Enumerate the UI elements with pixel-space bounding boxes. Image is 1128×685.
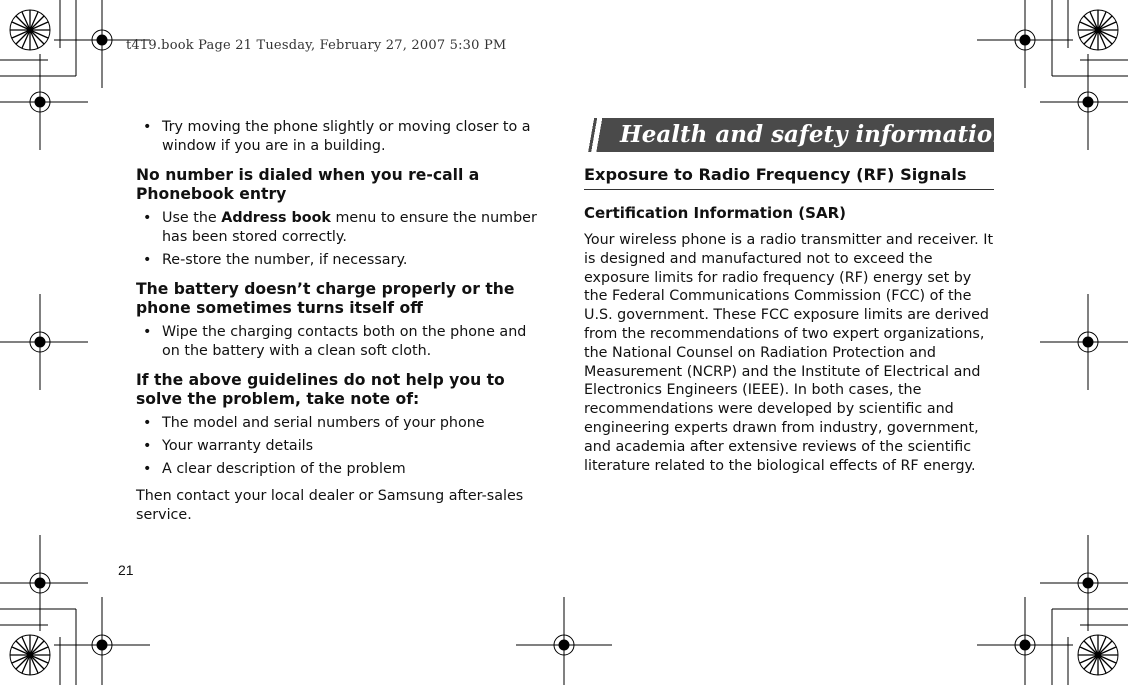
crosshair-mark: [516, 597, 612, 685]
starburst-mark-bottom-left: [10, 635, 50, 675]
section-title: Exposure to Radio Frequency (RF) Signals: [584, 164, 994, 190]
print-info-header: t419.book Page 21 Tuesday, February 27, 2007 5:30 PM: [126, 38, 507, 53]
list-item: • Try moving the phone slightly or moving closer to a window if you are in a building.: [136, 118, 542, 156]
body-paragraph: Your wireless phone is a radio transmitter and receiver. It is designed and manufactured not to exceed the exposure limits for radio frequency (RF) energy set by the Federal Communications Commission (FCC) of the U.S. government. These FCC exposure limits are derived from the recommendations of two expert organizations, the National Counsel on Radiation Protection and Measurement (NCRP) and the Institute of Electrical and Electronics Engineers (IEEE). In both cases, the recommendations were developed by scientific and engineering experts drawn from industry, government, and academia after extensive reviews of the scientific literature related to the biological effects of RF energy.: [584, 232, 994, 474]
crosshair-mark: [0, 54, 88, 150]
list-item: • Wipe the charging contacts both on the phone and on the battery with a clean soft cloth.: [136, 323, 542, 361]
chapter-banner: [584, 118, 1009, 152]
closing-paragraph: Then contact your local dealer or Samsung after-sales service.: [136, 488, 524, 523]
subsection-title: Certification Information (SAR): [584, 204, 846, 222]
section-heading-battery: The battery doesn’t charge properly or the phone sometimes turns itself off: [136, 280, 515, 317]
starburst-mark-bottom-right: [1078, 635, 1118, 675]
section-heading-phonebook: No number is dialed when you re-call a Phonebook entry: [136, 166, 480, 203]
crosshair-mark: [54, 597, 150, 685]
crosshair-mark: [1040, 294, 1128, 390]
list-item: • Re-store the number, if necessary.: [136, 251, 542, 270]
page-number: 21: [118, 562, 134, 578]
crosshair-mark: [1040, 535, 1128, 631]
bullet-text: menu to ensure the number has been stored correctly.: [162, 210, 537, 245]
list-item: • A clear description of the problem: [136, 460, 542, 479]
list-item: [136, 209, 542, 247]
health-safety-column: [584, 118, 1009, 475]
troubleshooting-column: [136, 118, 542, 525]
starburst-mark-top-left: [10, 10, 50, 50]
crosshair-mark: [0, 294, 88, 390]
chapter-title: Health and safety information: [620, 121, 1009, 148]
crosshair-mark: [977, 0, 1073, 88]
menu-name-address-book: Address book: [221, 210, 331, 226]
list-item: • Your warranty details: [136, 437, 542, 456]
crosshair-mark: [0, 535, 88, 631]
section-heading-guidelines: If the above guidelines do not help you to solve the problem, take note of:: [136, 371, 505, 408]
starburst-mark-top-right: [1078, 10, 1118, 50]
list-item: • The model and serial numbers of your phone: [136, 414, 542, 433]
bullet-text: Use the: [162, 210, 222, 226]
banner-stripe-decoration: [584, 118, 614, 152]
crosshair-mark: [1040, 54, 1128, 150]
crosshair-mark: [977, 597, 1073, 685]
